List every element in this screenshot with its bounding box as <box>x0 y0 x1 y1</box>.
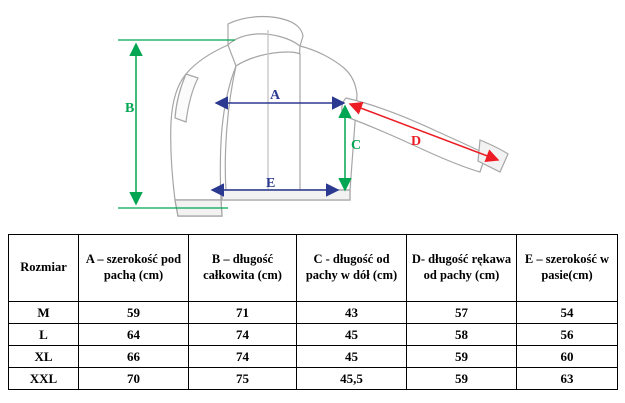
table-row <box>9 368 618 390</box>
header-d: D- długość rękawa od pachy (cm) <box>407 235 517 302</box>
cell-d: 59 <box>407 346 517 368</box>
cell-c: 45 <box>297 346 407 368</box>
cell-b: 74 <box>189 346 297 368</box>
cell-b: 74 <box>189 324 297 346</box>
cell-e: 54 <box>517 302 618 324</box>
cell-d: 57 <box>407 302 517 324</box>
cell-b: 75 <box>189 368 297 390</box>
header-a: A – szerokość pod pachą (cm) <box>79 235 189 302</box>
header-c: C - długość od pachy w dół (cm) <box>297 235 407 302</box>
cell-d: 58 <box>407 324 517 346</box>
cell-b: 71 <box>189 302 297 324</box>
header-e: E – szerokość w pasie(cm) <box>517 235 618 302</box>
cell-c: 45 <box>297 324 407 346</box>
cell-size: XL <box>9 346 79 368</box>
size-table-head <box>9 235 618 302</box>
table-row <box>9 324 618 346</box>
table-header-row <box>9 235 618 302</box>
cell-e: 63 <box>517 368 618 390</box>
cell-size: M <box>9 302 79 324</box>
cell-a: 66 <box>79 346 189 368</box>
cell-a: 59 <box>79 302 189 324</box>
cell-e: 60 <box>517 346 618 368</box>
jacket-illustration <box>171 17 508 216</box>
header-rozmiar: Rozmiar <box>9 235 79 302</box>
dimension-label-e: E <box>266 176 276 191</box>
table-row <box>9 302 618 324</box>
header-b: B – długość całkowita (cm) <box>189 235 297 302</box>
dimension-label-d: D <box>411 134 422 149</box>
dimension-d <box>350 104 498 160</box>
size-table-body <box>9 302 618 390</box>
size-table-container <box>8 234 617 390</box>
table-row <box>9 346 618 368</box>
cell-a: 64 <box>79 324 189 346</box>
dimension-label-b: B <box>125 101 135 116</box>
cell-d: 59 <box>407 368 517 390</box>
size-table <box>8 234 618 390</box>
cell-size: L <box>9 324 79 346</box>
cell-c: 43 <box>297 302 407 324</box>
cell-a: 70 <box>79 368 189 390</box>
cell-e: 56 <box>517 324 618 346</box>
cell-size: XXL <box>9 368 79 390</box>
cell-c: 45,5 <box>297 368 407 390</box>
dimension-label-a: A <box>270 88 281 103</box>
dimension-label-c: C <box>351 138 362 153</box>
